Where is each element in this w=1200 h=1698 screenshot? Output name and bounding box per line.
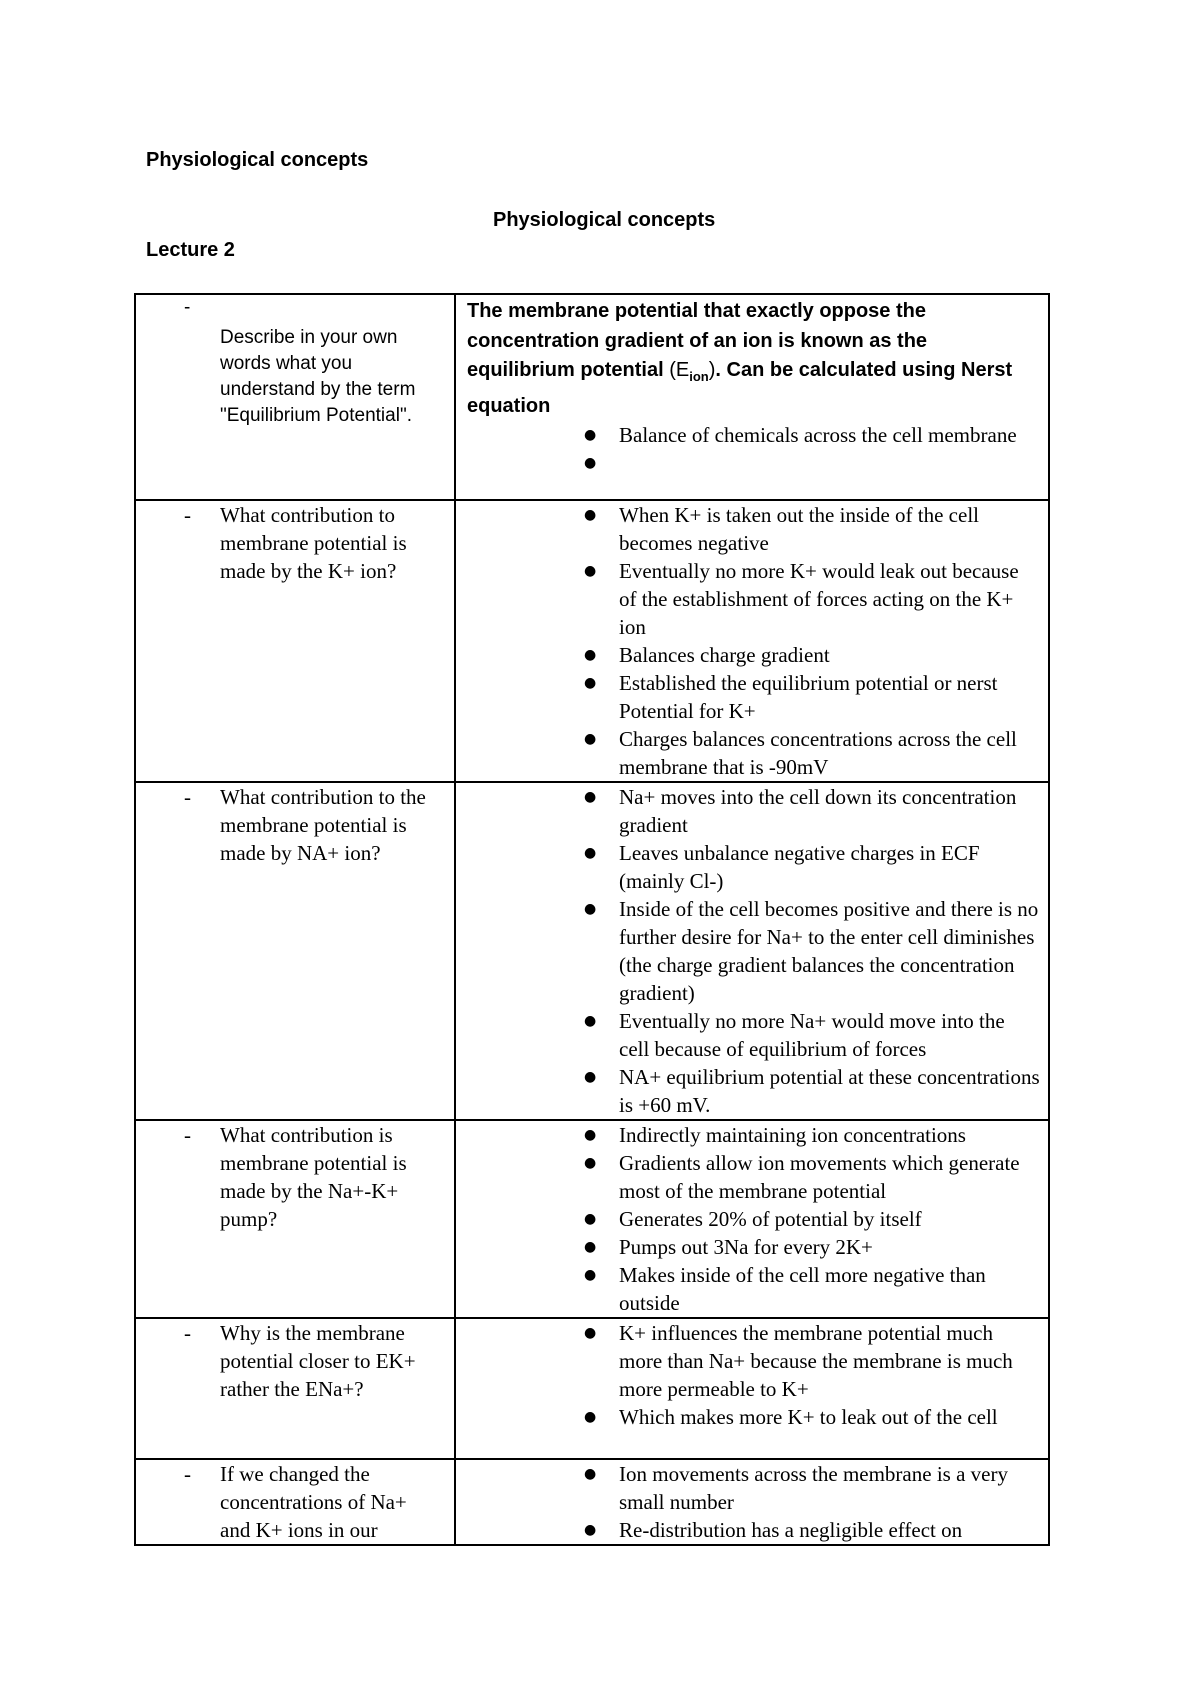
- list-item: ● NA+ equilibrium potential at these concentrations is +60 mV.: [619, 1063, 1040, 1119]
- answer-cell: [455, 782, 1049, 1120]
- dash-marker: -: [184, 1462, 191, 1486]
- question-text: What contribution is membrane potential is made by the Na+-K+ pump?: [220, 1123, 407, 1231]
- list-item: ● Na+ moves into the cell down its concentration gradient: [619, 783, 1040, 839]
- answer-lead: The membrane potential that exactly oppose the concentration gradient of an ion is known as the equilibrium potential $(E_{ion})$. Can be calculated using Nerst equation: [467, 300, 1013, 417]
- table-row: [135, 294, 1049, 500]
- list-item: ● Makes inside of the cell more negative than outside: [619, 1261, 1040, 1317]
- answer-cell: [455, 1459, 1049, 1545]
- question-text: What contribution to the membrane potential is made by NA+ ion?: [220, 785, 426, 865]
- dash-marker: -: [184, 1123, 191, 1147]
- document-title: Physiological concepts: [493, 209, 716, 231]
- table-row: [135, 1459, 1049, 1545]
- list-item: ● Charges balances concentrations across the cell membrane that is -90mV: [619, 725, 1040, 781]
- document-header-title: Physiological concepts: [146, 149, 369, 171]
- list-item: ● Re-distribution has a negligible effect on: [619, 1516, 1040, 1544]
- question-cell: [135, 1459, 455, 1545]
- key-term: equilibrium potential: [467, 359, 664, 381]
- answer-cell: [455, 500, 1049, 782]
- table-row: [135, 500, 1049, 782]
- dash-marker: -: [184, 297, 191, 318]
- question-text: Why is the membrane potential closer to EK+ rather the ENa+?: [220, 1321, 416, 1401]
- table-row: [135, 1318, 1049, 1459]
- dash-marker: -: [184, 785, 191, 809]
- list-item: ● Eventually no more K+ would leak out because of the establishment of forces acting on the K+ ion: [619, 557, 1040, 641]
- answer-cell: [455, 1120, 1049, 1318]
- list-item: ● Indirectly maintaining ion concentrations: [619, 1121, 1040, 1149]
- table-row: [135, 782, 1049, 1120]
- question-text: If we changed the concentrations of Na+ and K+ ions in our: [220, 1462, 407, 1542]
- list-item: ● Eventually no more Na+ would move into the cell because of equilibrium of forces: [619, 1007, 1040, 1063]
- question-cell: [135, 782, 455, 1120]
- lecture-label: Lecture 2: [146, 239, 235, 261]
- question-cell: [135, 500, 455, 782]
- question-text: What contribution to membrane potential is made by the K+ ion?: [220, 503, 407, 583]
- dash-marker: -: [184, 1321, 191, 1345]
- question-cell: [135, 294, 455, 500]
- list-item: [619, 449, 1040, 477]
- table-row: [135, 1120, 1049, 1318]
- answer-cell: [455, 1318, 1049, 1459]
- list-item: ● Balances charge gradient: [619, 641, 1040, 669]
- list-item: ● K+ influences the membrane potential much more than Na+ because the membrane is much more permeable to K+: [619, 1319, 1040, 1403]
- list-item: ● Inside of the cell becomes positive and there is no further desire for Na+ to the enter cell diminishes (the charge gradient balances the concentration gradient): [619, 895, 1040, 1007]
- list-item: ● Balance of chemicals across the cell membrane: [619, 421, 1040, 449]
- list-item: ● Gradients allow ion movements which generate most of the membrane potential: [619, 1149, 1040, 1205]
- list-item: ● Established the equilibrium potential or nerst Potential for K+: [619, 669, 1040, 725]
- list-item: ● Leaves unbalance negative charges in ECF (mainly Cl-): [619, 839, 1040, 895]
- list-item: ● Pumps out 3Na for every 2K+: [619, 1233, 1040, 1261]
- qa-table: [134, 293, 1050, 1546]
- list-item: ● Generates 20% of potential by itself: [619, 1205, 1040, 1233]
- answer-cell: [455, 294, 1049, 500]
- question-cell: [135, 1318, 455, 1459]
- dash-marker: -: [184, 503, 191, 527]
- list-item: ● Which makes more K+ to leak out of the cell: [619, 1403, 1040, 1431]
- list-item: ● When K+ is taken out the inside of the cell becomes negative: [619, 501, 1040, 557]
- list-item: ● Ion movements across the membrane is a very small number: [619, 1460, 1040, 1516]
- question-cell: [135, 1120, 455, 1318]
- question-text: Describe in your own words what you understand by the term "Equilibrium Potential".: [220, 327, 416, 426]
